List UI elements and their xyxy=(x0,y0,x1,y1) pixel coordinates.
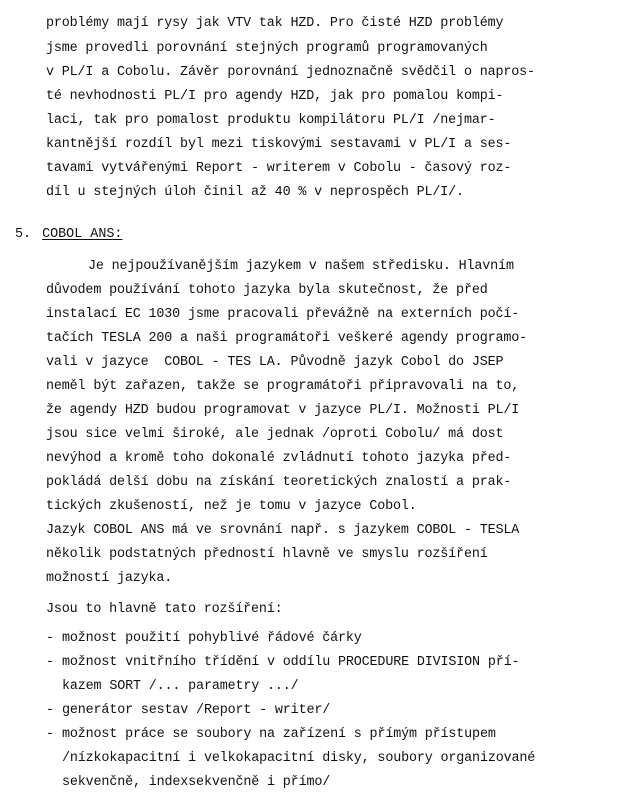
paragraph-line: nevýhod a kromě toho dokonalé zvládnutí tohoto jazyka před- xyxy=(46,451,512,466)
bullet-marker: - xyxy=(46,655,55,670)
paragraph-line: tických zkušeností, než je tomu v jazyce Cobol. xyxy=(46,499,417,514)
paragraph-line: instalací EC 1030 jsme pracovali převážně na externích počí- xyxy=(46,307,520,322)
list-item: možnost práce se soubory na zařízení s přímým přístupem xyxy=(62,727,496,742)
section-number: 5. xyxy=(15,227,32,242)
paragraph-line: neměl být zařazen, takže se programátoři připravovali na to, xyxy=(46,379,520,394)
bullet-marker: - xyxy=(46,727,55,742)
paragraph-line: Jazyk COBOL ANS má ve srovnání např. s jazykem COBOL - TESLA xyxy=(46,523,520,538)
paragraph-line: že agendy HZD budou programovat v jazyce PL/I. Možnosti PL/I xyxy=(46,403,520,418)
intro-line: laci, tak pro pomalost produktu kompilátoru PL/I /nejmar- xyxy=(46,113,496,128)
paragraph-line: důvodem používání tohoto jazyka byla skutečnost, že před xyxy=(46,283,488,298)
paragraph-line: jsou sice velmi široké, ale jednak /oproti Cobolu/ má dost xyxy=(46,427,504,442)
bullet-marker: - xyxy=(46,703,55,718)
extensions-intro: Jsou to hlavně tato rozšíření: xyxy=(46,602,283,617)
paragraph-line: možností jazyka. xyxy=(46,571,173,586)
list-item-continuation: kazem SORT /... parametry .../ xyxy=(62,679,299,694)
paragraph-line: vali v jazyce COBOL - TES LA. Původně jazyk Cobol do JSEP xyxy=(46,355,504,370)
intro-line: té nevhodnosti PL/I pro agendy HZD, jak pro pomalou kompi- xyxy=(46,89,504,104)
list-item: možnost použití pohyblivé řádové čárky xyxy=(62,631,362,646)
intro-line: v PL/I a Cobolu. Závěr porovnání jednoznačně svědčil o napros- xyxy=(46,65,535,80)
list-item-continuation: /nízkokapacitní i velkokapacitní disky, soubory organizované xyxy=(62,751,536,766)
intro-line: tavami vytvářenými Report - writerem v Cobolu - časový roz- xyxy=(46,161,512,176)
list-item: generátor sestav /Report - writer/ xyxy=(62,703,331,718)
list-item: možnost vnitřního třídění v oddílu PROCEDURE DIVISION pří- xyxy=(62,655,520,670)
list-item-continuation: sekvenčně, indexsekvenčně i přímo/ xyxy=(62,775,331,790)
paragraph-line: tačích TESLA 200 a naši programátoři veškeré agendy programo- xyxy=(46,331,528,346)
paragraph-line: pokládá delší dobu na získání teoretických znalostí a prak- xyxy=(46,475,512,490)
paragraph-line: Je nejpoužívanějším jazykem v našem středisku. Hlavním xyxy=(88,259,514,274)
section-heading xyxy=(15,227,122,243)
paragraph-line: několik podstatných předností hlavně ve smyslu rozšíření xyxy=(46,547,488,562)
intro-line: problémy mají rysy jak VTV tak HZD. Pro čisté HZD problémy xyxy=(46,16,504,31)
intro-line: jsme provedli porovnání stejných programů programovaných xyxy=(46,41,488,56)
intro-line: díl u stejných úloh činil až 40 % v neprospěch PL/I/. xyxy=(46,185,464,200)
bullet-marker: - xyxy=(46,631,55,646)
intro-line: kantnější rozdíl byl mezi tiskovými sestavami v PL/I a ses- xyxy=(46,137,512,152)
section-title: COBOL ANS: xyxy=(42,227,123,242)
